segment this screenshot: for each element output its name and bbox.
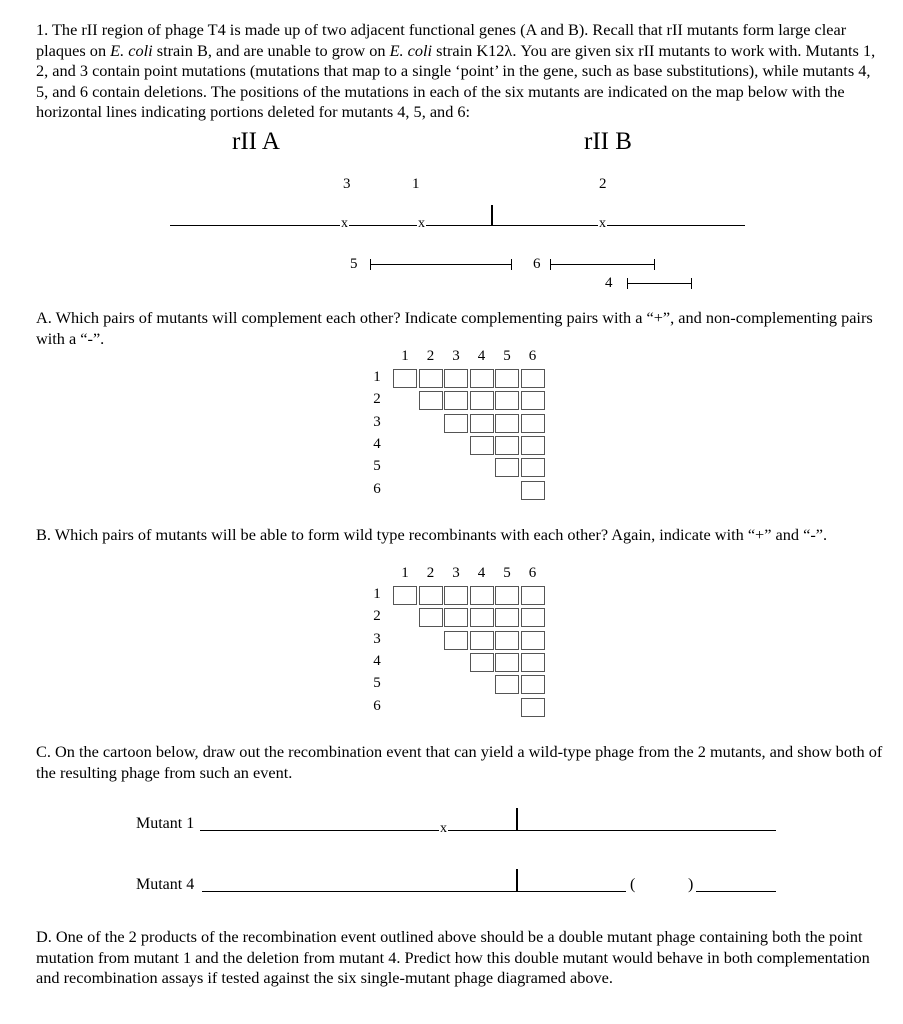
grid-row-label: 2 [373,608,381,625]
grid-answer-cell[interactable] [470,391,494,410]
grid-row-label: 1 [373,586,381,602]
grid-column-label: 2 [426,565,435,581]
grid-answer-cell[interactable] [521,481,545,500]
grid-column-label: 3 [452,348,460,364]
grid-answer-cell[interactable] [521,675,545,694]
deletion-6-label: 6 [533,256,541,272]
grid-row-label: 3 [373,630,381,647]
mutant-1-line [200,830,776,831]
grid-answer-cell[interactable] [470,586,494,605]
mutant-3-mark: x [341,216,348,231]
part-c-question: C. On the cartoon below, draw out the recombination event that can yield a wild-type phage from the 2 mutants, and show both of the resulting phage from such an event. [36,742,883,782]
grid-answer-cell[interactable] [521,414,545,433]
grid-row-label: 6 [373,480,381,497]
gene-b-label: rII B [584,128,632,155]
grid-answer-cell[interactable] [470,436,494,455]
mutant-1-point-mark: x [440,821,447,836]
grid-column-label: 6 [528,348,537,364]
grid-column-label: 1 [401,348,409,364]
mutant-4-deletion-close: ) [688,876,694,893]
grid-column-label: 3 [452,565,460,581]
grid-column-label: 2 [426,348,435,364]
grid-answer-cell[interactable] [444,608,468,627]
grid-column-label: 4 [477,565,486,581]
grid-row-label: 5 [373,458,381,475]
grid-answer-cell[interactable] [521,436,545,455]
grid-answer-cell[interactable] [521,391,545,410]
mutant-1-gene-boundary [516,808,518,831]
deletion-6-right-end [654,259,655,270]
complementation-grid [370,348,550,503]
recombination-grid [370,565,550,720]
grid-answer-cell[interactable] [470,653,494,672]
mutant-4-gene-boundary [516,869,518,892]
grid-answer-cell[interactable] [419,608,443,627]
grid-answer-cell[interactable] [495,631,519,650]
grid-row-label: 3 [373,413,381,430]
mutant-1-row-label: Mutant 1 [136,815,195,832]
grid-answer-cell[interactable] [393,369,417,388]
grid-answer-cell[interactable] [495,653,519,672]
grid-answer-cell[interactable] [495,369,519,388]
deletion-4-right-end [691,278,692,289]
grid-row-label: 5 [373,675,381,692]
deletion-5-label: 5 [350,256,358,272]
grid-answer-cell[interactable] [521,586,545,605]
grid-column-label: 5 [503,565,511,581]
part-b-question: B. Which pairs of mutants will be able to form wild type recombinants with each other? Again, indicate with “+” and “-”. [36,525,828,544]
grid-column-label: 5 [503,348,511,364]
mutant-3-label: 3 [343,176,351,192]
mutant-2-label: 2 [599,176,607,192]
mutant-1-mark: x [418,216,425,231]
grid-answer-cell[interactable] [495,458,519,477]
grid-answer-cell[interactable] [495,391,519,410]
grid-answer-cell[interactable] [444,586,468,605]
deletion-4-span [627,283,691,284]
grid-answer-cell[interactable] [419,586,443,605]
grid-answer-cell[interactable] [495,414,519,433]
grid-answer-cell[interactable] [393,586,417,605]
deletion-6-span [550,264,654,265]
grid-answer-cell[interactable] [521,698,545,717]
mutant-4-line-left [202,891,626,892]
grid-answer-cell[interactable] [495,436,519,455]
mutant-4-line-right [696,891,776,892]
grid-column-label: 6 [528,565,537,581]
grid-answer-cell[interactable] [521,653,545,672]
grid-answer-cell[interactable] [495,675,519,694]
part-a-question: A. Which pairs of mutants will complement each other? Indicate complementing pairs with a “+”, and non-complementing pairs with a “-”. [36,308,873,348]
grid-row-label: 4 [373,652,381,669]
grid-answer-cell[interactable] [521,631,545,650]
grid-answer-cell[interactable] [470,608,494,627]
grid-answer-cell[interactable] [419,391,443,410]
grid-answer-cell[interactable] [444,414,468,433]
grid-column-label: 1 [401,565,409,581]
grid-answer-cell[interactable] [521,458,545,477]
grid-answer-cell[interactable] [444,369,468,388]
grid-answer-cell[interactable] [444,391,468,410]
grid-column-label: 4 [477,348,486,364]
grid-answer-cell[interactable] [470,369,494,388]
grid-answer-cell[interactable] [495,608,519,627]
grid-answer-cell[interactable] [419,369,443,388]
mutant-2-mark: x [599,216,606,231]
grid-answer-cell[interactable] [521,608,545,627]
grid-answer-cell[interactable] [521,369,545,388]
mutant-4-deletion-open: ( [630,876,636,893]
mutant-4-row-label: Mutant 4 [136,876,195,893]
grid-row-label: 2 [373,391,381,408]
chromosome-line [170,225,745,226]
question-intro: 1. The rII region of phage T4 is made up of two adjacent functional genes (A and B). Recall that rII mutants form large clear plaques on E. coli strain B, and are unable to grow on E. coli strain K12λ. You are given six rII mutants to work with. Mutants 1, 2, and 3 contain point mutations (mutations that map to a single ‘point’ in the gene, such as base substitutions), while mutants 4, 5, and 6 contain deletions. The positions of the mutations in each of the six mutants are indicated on the map below with the horizontal lines indicating portions deleted for mutants 4, 5, and 6: [36,20,876,121]
deletion-5-right-end [511,259,512,270]
gene-a-label: rII A [232,128,280,155]
grid-row-label: 1 [373,369,381,385]
grid-answer-cell[interactable] [495,586,519,605]
deletion-4-label: 4 [605,275,613,291]
grid-answer-cell[interactable] [444,631,468,650]
grid-row-label: 6 [373,697,381,714]
gene-boundary [491,205,493,226]
deletion-5-span [370,264,511,265]
mutant-1-label: 1 [412,176,420,192]
grid-answer-cell[interactable] [470,631,494,650]
part-d-question: D. One of the 2 products of the recombination event outlined above should be a double mutant phage containing both the point mutation from mutant 1 and the deletion from mutant 4. Predict how this double mutant would behave in both complementation and recombination assays if tested against the six single-mutant phage diagramed above. [36,927,870,987]
grid-answer-cell[interactable] [470,414,494,433]
grid-row-label: 4 [373,435,381,452]
